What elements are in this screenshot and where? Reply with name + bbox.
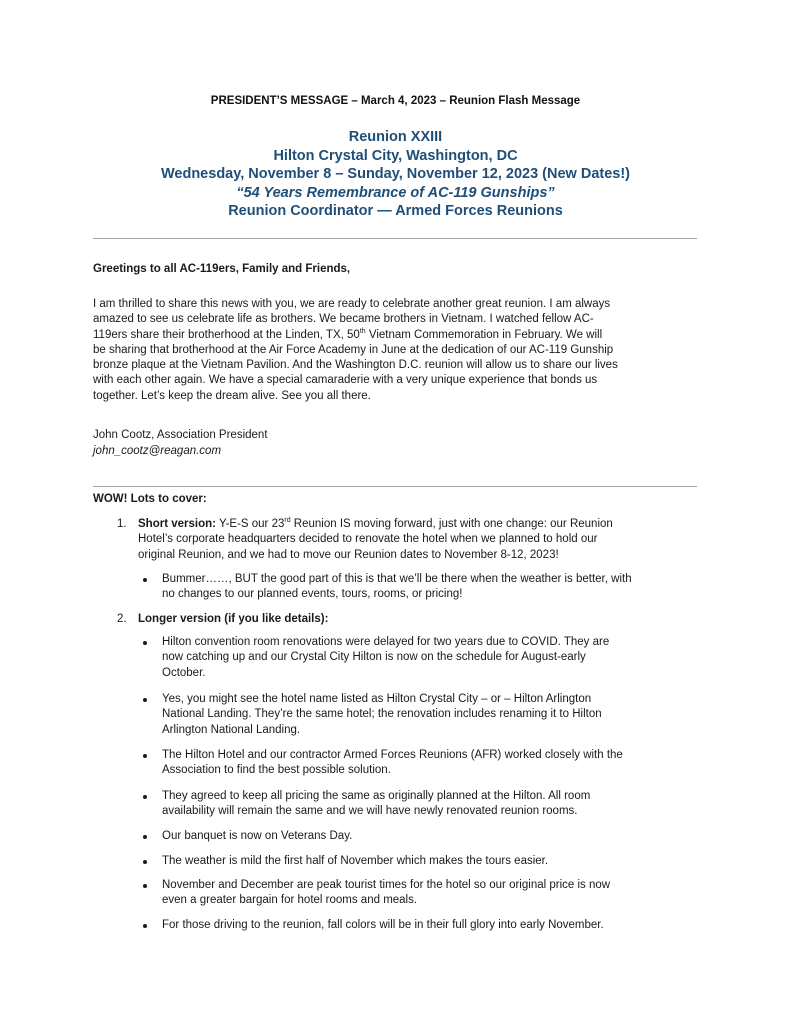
- intro-line: amazed to see us celebrate life as brothers. We became brothers in Vietnam. I watched fellow AC-: [93, 313, 594, 326]
- reunion-header: [0, 128, 791, 221]
- divider-top: [93, 238, 697, 239]
- bullet-dot: [143, 884, 147, 888]
- text-line: now catching up and our Crystal City Hilton is now on the schedule for August-early: [162, 651, 586, 664]
- text-line: Association to find the best possible solution.: [162, 764, 391, 777]
- bullet-text: [162, 918, 707, 933]
- intro-line-part: Vietnam Commemoration in February. We will: [365, 328, 603, 341]
- signature-email[interactable]: john_cootz@reagan.com: [93, 444, 222, 457]
- text-line: For those driving to the reunion, fall colors will be in their full glory into early November.: [162, 919, 604, 931]
- presidents-message-line: PRESIDENT’S MESSAGE – March 4, 2023 – Reunion Flash Message: [210, 95, 581, 107]
- text-part: Reunion IS moving forward, just with one change: our Reunion: [290, 518, 613, 530]
- text-line: Yes, you might see the hotel name listed as Hilton Crystal City – or – Hilton Arlington: [162, 693, 592, 705]
- text-line: Bummer……, BUT the good part of this is that we’ll be there when the weather is better, with: [162, 573, 632, 585]
- reunion-venue: Hilton Crystal City, Washington, DC: [273, 147, 518, 164]
- list-item-text: [138, 612, 708, 627]
- text-line: The Hilton Hotel and our contractor Armed Forces Reunions (AFR) worked closely with the: [162, 749, 623, 761]
- reunion-title: Reunion XXIII: [348, 129, 443, 145]
- text-line: Hotel’s corporate headquarters decided to renovate the hotel when we planned to hold our: [138, 533, 598, 546]
- text-line: [138, 517, 708, 532]
- intro-line-part: 119ers share their brotherhood at the Linden, TX, 50: [93, 328, 360, 341]
- intro-line: I am thrilled to share this news with you, we are ready to celebrate another great reunion. I am always: [93, 298, 611, 310]
- text-line: availability will remain the same and we will have newly renovated reunion rooms.: [162, 805, 578, 818]
- bullet-text: [162, 748, 707, 779]
- intro-line: together. Let’s keep the dream alive. See you all there.: [93, 389, 371, 402]
- intro-paragraph: [93, 297, 703, 404]
- reunion-coordinator: Reunion Coordinator — Armed Forces Reunions: [228, 203, 563, 219]
- text-line: Arlington National Landing.: [162, 723, 301, 736]
- bullet-dot: [143, 924, 147, 928]
- text-line: October.: [162, 666, 206, 679]
- list-number: 2.: [117, 613, 127, 625]
- divider-middle: [93, 486, 697, 487]
- text-line: original Reunion, and we had to move our Reunion dates to November 8-12, 2023!: [138, 548, 559, 561]
- bullet-dot: [143, 860, 147, 864]
- bullet-text: [162, 572, 707, 603]
- bullet-text: [162, 854, 707, 869]
- bullet-text: [162, 878, 707, 909]
- text-line: November and December are peak tourist times for the hotel so our original price is now: [162, 879, 611, 891]
- intro-line: bronze plaque at the Vietnam Pavilion. And the Washington D.C. reunion will allow us to share our lives: [93, 359, 618, 372]
- bullet-dot: [143, 578, 147, 582]
- intro-line: [93, 328, 703, 343]
- list-item-text: [138, 517, 708, 563]
- signature-block: [93, 428, 268, 459]
- item-label: Longer version (if you like details):: [138, 613, 329, 625]
- text-line: Hilton convention room renovations were delayed for two years due to COVID. They are: [162, 636, 610, 648]
- bullet-dot: [143, 698, 147, 702]
- reunion-tagline: “54 Years Remembrance of AC-119 Gunships”: [236, 184, 555, 201]
- bullet-dot: [143, 795, 147, 799]
- intro-line: be sharing that brotherhood at the Air Force Academy in June at the dedication of our AC-119 Gunship: [93, 343, 614, 356]
- bullet-text: [162, 635, 707, 681]
- bullet-dot: [143, 641, 147, 645]
- bullet-dot: [143, 835, 147, 839]
- signature-name: John Cootz, Association President: [93, 429, 268, 441]
- bullet-text: [162, 692, 707, 738]
- greeting: Greetings to all AC-119ers, Family and Friends,: [93, 263, 351, 275]
- bullet-text: [162, 829, 707, 844]
- section-heading: WOW! Lots to cover:: [93, 493, 207, 505]
- text-line: no changes to our planned events, tours, rooms, or pricing!: [162, 588, 463, 601]
- ordinal-suffix: th: [359, 327, 366, 335]
- bullet-dot: [143, 754, 147, 758]
- intro-line: with each other again. We have a special camaraderie with a very unique experience that bonds us: [93, 374, 598, 387]
- list-number: 1.: [117, 518, 127, 530]
- bullet-text: [162, 789, 707, 820]
- text-part: Y-E-S our 23: [215, 518, 285, 530]
- text-line: The weather is mild the first half of November which makes the tours easier.: [162, 855, 549, 867]
- ordinal-suffix: rd: [284, 517, 291, 525]
- text-line: National Landing. They’re the same hotel; the renovation includes renaming it to Hilton: [162, 708, 602, 721]
- text-line: Our banquet is now on Veterans Day.: [162, 830, 353, 842]
- item-label: Short version:: [138, 518, 216, 530]
- text-line: They agreed to keep all pricing the same as originally planned at the Hilton. All room: [162, 790, 591, 802]
- reunion-dates: Wednesday, November 8 – Sunday, November 12, 2023 (New Dates!): [160, 166, 630, 182]
- text-line: even a greater bargain for hotel rooms and meals.: [162, 894, 418, 907]
